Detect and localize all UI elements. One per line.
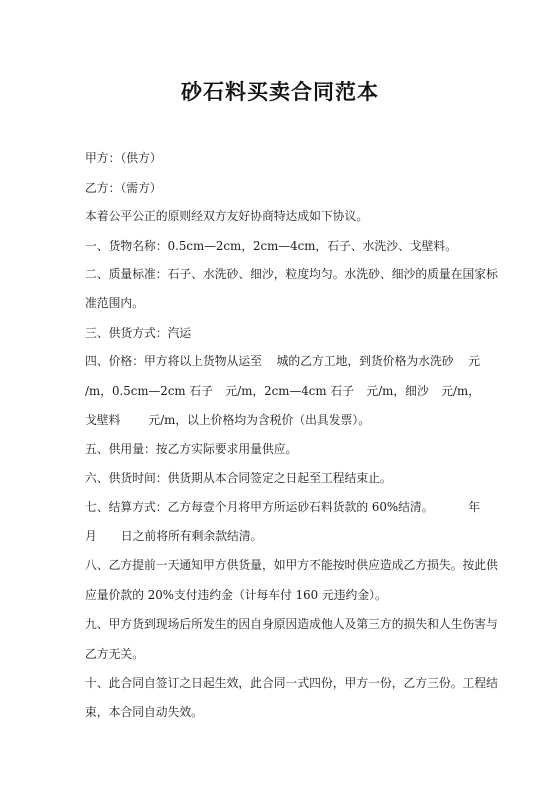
clause-2-line-1 (85, 266, 498, 282)
clause-10-line-1 (85, 675, 498, 691)
clause-4-text-1a: 四、价格：甲方将以上货物从运至 (85, 354, 262, 368)
clause-4-text-2c: 元/m，细沙 (366, 384, 429, 398)
clause-7-line-2 (85, 528, 480, 544)
clause-8-line-2 (85, 587, 480, 603)
clause-9-text-2: 乙方无关。 (85, 647, 144, 661)
clause-5-line (85, 441, 480, 457)
clause-10-text-1: 十、此合同自签订之日起生效，此合同一式四份，甲方一份，乙方三份。工程结 (85, 676, 498, 690)
clause-4-line-1 (85, 353, 480, 369)
clause-2-line-2 (85, 295, 480, 311)
clause-7-text-2b: 日之前将所有剩余款结清。 (120, 529, 263, 543)
preamble-text: 本着公平公正的原则经双方友好协商特达成如下协议。 (85, 209, 369, 223)
clause-4-text-3a: 戈壁料 (85, 413, 121, 427)
clause-4-text-3b: 元/m，以上价格均为含税价（出具发票）。 (148, 413, 371, 427)
clause-2-text-1: 二、质量标准：石子、水洗砂、细沙，粒度均匀。水洗砂、细沙的质量在国家标 (85, 267, 498, 281)
clause-4-line-3 (85, 412, 480, 428)
clause-8-text-1: 八、乙方提前一天通知甲方供货量，如甲方不能按时供应造成乙方损失。按此供 (85, 558, 498, 572)
clause-3-line (85, 325, 480, 341)
clause-9-line-2 (85, 646, 480, 662)
clause-8-line-1 (85, 557, 498, 573)
party-b-text: 乙方：（需方） (85, 181, 162, 195)
clause-9-line-1 (85, 616, 498, 632)
clause-8-text-2: 应量价款的 20%支付违约金（计每车付 160 元违约金）。 (85, 588, 387, 602)
party-a-line (85, 150, 480, 166)
clause-7-line-1 (85, 499, 480, 515)
clause-6-line (85, 470, 480, 486)
clause-3-text: 三、供货方式：汽运 (85, 326, 192, 340)
clause-7-text-1b: 年 (468, 500, 480, 514)
clause-10-line-2 (85, 704, 480, 720)
clause-10-text-2: 束，本合同自动失效。 (85, 705, 203, 719)
clause-4-text-2b: 元/m，2cm—4cm 石子 (225, 384, 354, 398)
clause-1-line (85, 238, 480, 254)
party-b-line (85, 180, 480, 196)
clause-4-line-2 (85, 383, 480, 399)
clause-9-text-1: 九、甲方货到现场后所发生的因自身原因造成他人及第三方的损失和人生伤害与 (85, 617, 498, 631)
clause-7-text-2a: 月 (85, 529, 97, 543)
clause-1-text: 一、货物名称：0.5cm—2cm，2cm—4cm，石子、水洗沙、戈壁料。 (85, 239, 457, 253)
clause-4-text-2a: /m，0.5cm—2cm 石子 (85, 384, 213, 398)
clause-4-text-1c: 元 (468, 354, 480, 368)
clause-4-text-2d: 元/m， (441, 384, 480, 398)
clause-6-text: 六、供货时间：供货期从本合同签定之日起至工程结束止。 (85, 471, 392, 485)
clause-2-text-2: 准范围内。 (85, 296, 144, 310)
preamble-line (85, 208, 480, 224)
clause-5-text: 五、供用量：按乙方实际要求用量供应。 (85, 442, 298, 456)
clause-7-text-1a: 七、结算方式：乙方每壹个月将甲方所运砂石料货款的 60%结清。 (85, 500, 434, 514)
clause-4-text-1b: 城的乙方工地，到货价格为水洗砂 (276, 354, 454, 368)
document-title: 砂石料买卖合同范本 (181, 79, 379, 104)
party-a-text: 甲方：（供方） (85, 151, 162, 165)
